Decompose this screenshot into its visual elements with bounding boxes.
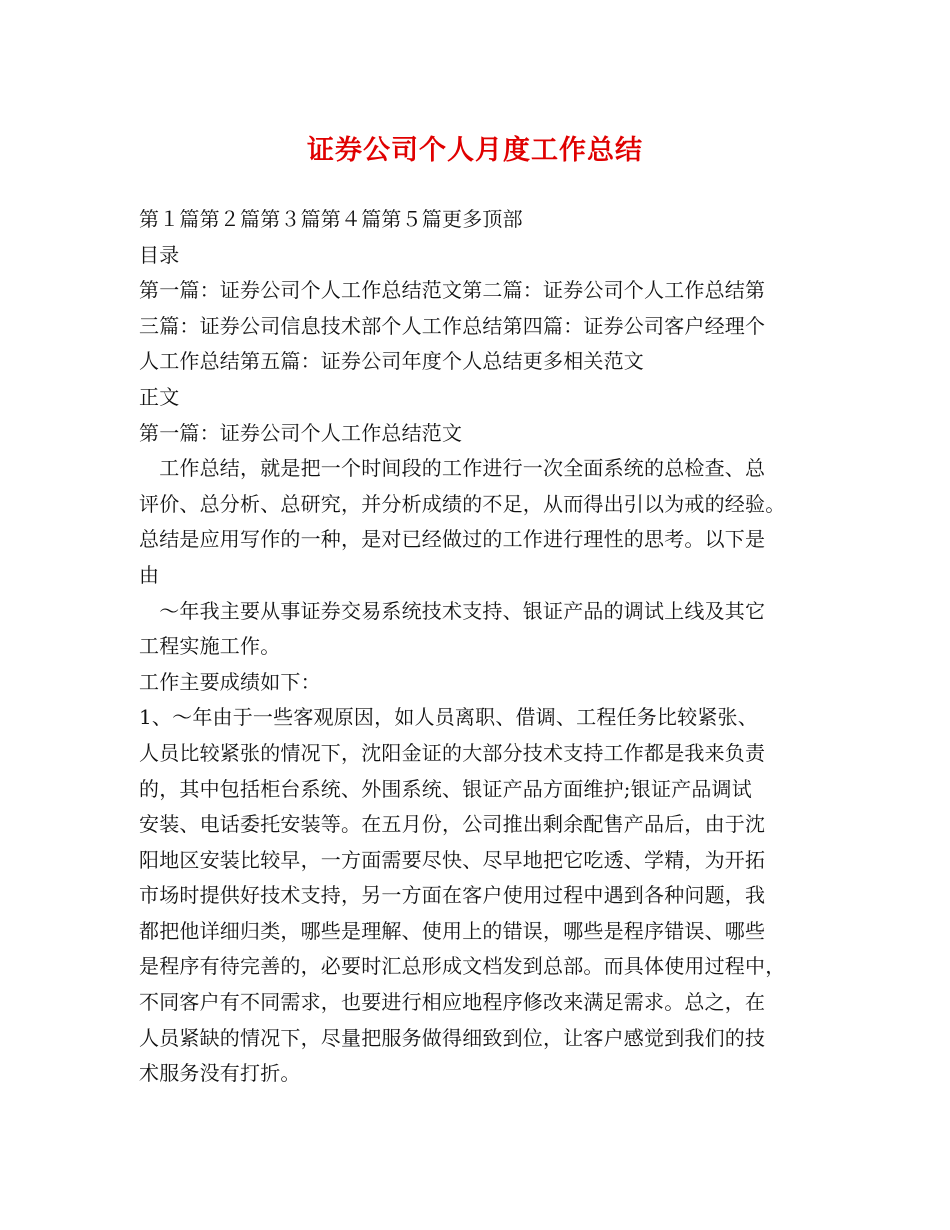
paragraph-line: 的，其中包括柜台系统、外围系统、银证产品方面维护;银证产品调试: [139, 776, 752, 801]
paragraph-line: 工作总结，就是把一个时间段的工作进行一次全面系统的总检查、总: [139, 456, 766, 481]
paragraph-line: 安装、电话委托安装等。在五月份，公司推出剩余配售产品后，由于沈: [139, 812, 766, 837]
section-heading: 第一篇：证券公司个人工作总结范文: [139, 420, 463, 445]
paragraph-line: 市场时提供好技术支持，另一方面在客户使用过程中遇到各种问题，我: [139, 883, 766, 908]
toc-line: 人工作总结第五篇：证券公司年度个人总结更多相关范文: [139, 349, 644, 374]
paragraph-line: 人员比较紧张的情况下，沈阳金证的大部分技术支持工作都是我来负责: [139, 740, 766, 765]
paragraph-line: 术服务没有打折。: [139, 1061, 301, 1086]
paragraph-line: 评价、总分析、总研究，并分析成绩的不足，从而得出引以为戒的经验。: [139, 491, 786, 516]
paragraph-line: 工作主要成绩如下：: [139, 669, 321, 694]
paragraph-line: 是程序有待完善的，必要时汇总形成文档发到总部。而具体使用过程中，: [139, 954, 786, 979]
paragraph-line: 工程实施工作。: [139, 634, 281, 659]
paragraph-line: 都把他详细归类，哪些是理解、使用上的错误，哪些是程序错误、哪些: [139, 918, 766, 943]
paragraph-line: 阳地区安装比较早，一方面需要尽快、尽早地把它吃透、学精，为开拓: [139, 847, 766, 872]
document-title: 证券公司个人月度工作总结: [307, 135, 643, 166]
toc-heading: 目录: [139, 242, 180, 267]
document-body: [139, 202, 819, 1092]
toc-line: 三篇：证券公司信息技术部个人工作总结第四篇：证券公司客户经理个: [139, 313, 766, 338]
paragraph-line: 不同客户有不同需求，也要进行相应地程序修改来满足需求。总之，在: [139, 990, 766, 1015]
paragraph-line: 人员紧缺的情况下，尽量把服务做得细致到位，让客户感觉到我们的技: [139, 1025, 766, 1050]
paragraph-line: ～年我主要从事证券交易系统技术支持、银证产品的调试上线及其它: [139, 598, 766, 623]
toc-line: 第一篇：证券公司个人工作总结范文第二篇：证券公司个人工作总结第: [139, 278, 766, 303]
paragraph-line: 由: [139, 562, 160, 587]
paragraph-line: 总结是应用写作的一种，是对已经做过的工作进行理性的思考。以下是: [139, 527, 766, 552]
body-heading: 正文: [139, 384, 180, 409]
nav-line: 第１篇第２篇第３篇第４篇第５篇更多顶部: [139, 207, 523, 231]
paragraph-line: 1、～年由于一些客观原因，如人员离职、借调、工程任务比较紧张、: [139, 705, 758, 730]
